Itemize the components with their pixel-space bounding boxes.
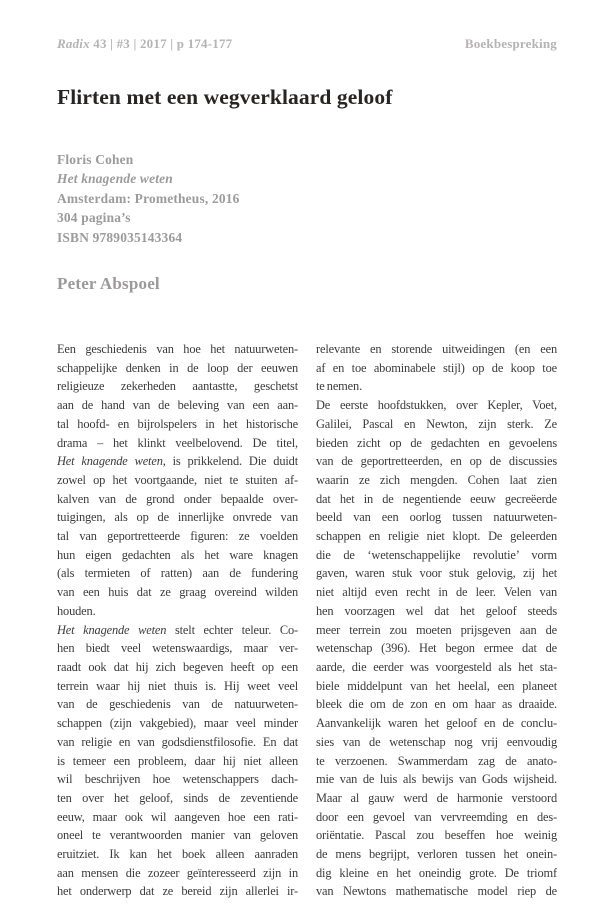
text-segment: wil beschrijven hoe wetenschappers dach- [57,772,298,787]
text-segment: biele middelpunt van het heelal, een planeet [316,678,557,693]
text-line [57,621,298,640]
book-publisher: Amsterdam: Prometheus, 2016 [57,190,240,206]
text-line [57,452,298,471]
text-segment: eruitziet. Ik kan het boek alleen aanraden [57,847,298,862]
text-segment: schappelijke denken in de loop der eeuwen [57,360,298,375]
text-segment: aan de hand van de beleving van een aan- [57,398,298,413]
journal-meta: 43 | #3 | 2017 | p 174-177 [89,36,233,51]
text-segment: Een geschiedenis van hoe het natuurweten- [57,342,298,357]
text-segment: drama – het klinkt veelbelovend. De titel, [57,435,298,450]
text-segment: zowel op het voortgaande, niet te stuiten af- [57,472,298,487]
text-segment: oneel te verantwoorden manier van geloven [57,828,298,843]
text-segment: De eerste hoofdstukken, over Kepler, Voet, [316,398,557,413]
text-line [316,789,557,808]
text-line [316,677,557,696]
text-segment: van religie en van godsdienstfilosofie. En dat [57,734,298,749]
running-head [57,36,557,51]
text-segment: religieuze zekerheden aantastte, geschetst [57,379,298,394]
text-segment: beeld van een oorlog tussen natuurweten- [316,510,557,525]
text-line [57,695,298,714]
text-line [316,564,557,583]
book-isbn: ISBN 9789035143364 [57,229,183,245]
text-line [316,714,557,733]
text-segment: bieden zicht op de gedachten en gevoelens [316,435,557,450]
text-segment: schappen en religie niet klopt. De geleerden [316,529,557,544]
text-line [316,508,557,527]
text-segment: dig kleine en het oneindig grote. De triomf [316,865,557,880]
text-segment: relevante en storende uitweidingen (en een [316,342,557,357]
text-segment: ten over het geloof, sinds de zeventiende [57,790,298,805]
text-segment: van de geportretteerden, en op de discussies [316,454,557,469]
text-segment: van Newtons mathematische model riep de [316,884,557,899]
text-segment: , is prikkelend. Die duidt [162,454,298,469]
text-line [316,434,557,453]
text-line [316,826,557,845]
text-line [316,359,557,378]
text-line [316,621,557,640]
text-line [57,583,298,602]
text-line [316,864,557,883]
text-line [57,602,298,621]
text-line [57,546,298,565]
text-segment: kalven van de grond onder bepaalde over- [57,491,298,506]
text-line [316,808,557,827]
text-line [316,583,557,602]
body-column-left [57,340,298,901]
text-segment: Galilei, Pascal en Newton, zijn sterk. Ze [316,416,557,431]
text-line [316,882,557,901]
text-line [57,396,298,415]
text-segment: bleek die om de zon en om haar as draaide. [316,697,557,712]
text-line [57,808,298,827]
text-segment: terrein waar hij niet thuis is. Hij weet veel [57,678,298,693]
text-segment: raadt ook dat hij zich begeven heeft op een [57,659,298,674]
text-line [57,508,298,527]
text-segment: van de geschiedenis van de natuurweten- [57,697,298,712]
text-line [57,864,298,883]
body-text [57,340,557,901]
text-line [57,882,298,901]
text-segment: meer terrein zou moeten prijsgeven aan de [316,622,557,637]
text-line [57,564,298,583]
text-segment: wetenschap (396). Het begon ermee dat de [316,641,557,656]
text-line [57,733,298,752]
inline-book-title: Het knagende weten [57,454,163,469]
text-line [316,415,557,434]
text-line [57,752,298,771]
text-segment: sies van de wetenschap nog vrij eenvoudig [316,734,557,749]
text-segment: die de ‘wetenschappelijke revolutie’ vorm [316,547,557,562]
text-line [316,490,557,509]
text-line [316,546,557,565]
text-line [57,845,298,864]
text-segment: te nemen. [316,379,363,394]
text-line [57,677,298,696]
text-segment: Maar al gauw werd de harmonie verstoord [316,790,557,805]
body-column-right [316,340,557,901]
text-segment: oriëntatie. Pascal zou beseffen hoe weinig [316,828,557,843]
text-segment: Aanvankelijk waren het geloof en de conclu- [316,716,557,731]
journal-name: Radix [57,36,90,51]
text-line [316,733,557,752]
text-line [57,377,298,396]
text-line [316,845,557,864]
text-segment: tuigingen, als op de innerlijke onvrede van [57,510,298,525]
text-segment: (als termieten of ratten) aan de fundering [57,566,298,581]
text-line [57,471,298,490]
text-line [57,658,298,677]
text-segment: tal van geportretteerde figuren: ze voelden [57,529,298,544]
book-pages: 304 pagina’s [57,210,131,226]
text-segment: dat het in de negentiende eeuw gecreëerde [316,491,557,506]
text-segment: tal hoofd- en bijrolspelers in het historische [57,416,298,431]
text-segment: eeuw, maar ook wil aangeven hoe een rati- [57,809,298,824]
text-line [316,340,557,359]
text-segment: schappen (zijn vakgebied), maar veel minder [57,716,298,731]
text-segment: af en toe abominabele stijl) op de koop toe [316,360,557,375]
text-line [57,826,298,845]
book-info-block [57,150,557,247]
text-line [57,434,298,453]
text-segment: hen biedt veel wetenswaardigs, maar ver- [57,641,298,656]
text-line [57,359,298,378]
book-author: Floris Cohen [57,152,134,167]
text-segment: van een huis dat ze graag overeind wilden [57,585,298,600]
text-segment: niet altijd even recht in de leer. Velen van [316,585,557,600]
text-line [316,396,557,415]
text-line [316,377,557,396]
text-line [316,602,557,621]
text-line [316,752,557,771]
text-segment: mie van de luis als bewijs van Gods wijsheid. [316,772,557,787]
text-segment: stelt echter teleur. Co- [166,622,298,637]
reviewer-name: Peter Abspoel [57,274,160,294]
book-title: Het knagende weten [57,171,173,187]
text-line [57,770,298,789]
article-title: Flirten met een wegverklaard geloof [57,85,393,109]
text-line [57,527,298,546]
text-line [57,714,298,733]
text-segment: waarin ze zich mengden. Cohen laat zien [316,472,557,487]
text-segment: is temeer een probleem, daar hij niet alleen [57,753,298,768]
text-segment: het onderwerp dat ze bereid zijn allerlei ir- [57,884,298,899]
text-line [57,490,298,509]
text-segment: de mens begrijpt, verloren tussen het onein- [316,847,557,862]
text-line [316,452,557,471]
text-line [316,471,557,490]
text-line [316,770,557,789]
text-segment: hen voorzagen wel dat het geloof steeds [316,603,557,618]
text-line [57,340,298,359]
section-label: Boekbespreking [464,36,557,51]
text-line [57,415,298,434]
text-line [316,695,557,714]
text-line [316,658,557,677]
text-segment: hun eigen gedachten als het ware knagen [57,547,298,562]
text-segment: te verzoenen. Swammerdam zag de anato- [316,753,557,768]
text-line [316,639,557,658]
text-line [316,527,557,546]
text-line [57,639,298,658]
journal-citation [57,36,232,51]
text-segment: houden. [57,603,96,618]
inline-book-title: Het knagende weten [57,622,167,637]
text-segment: aarde, die eerder was voorgesteld als het sta- [316,659,557,674]
text-segment: gaven, waren stuk voor stuk gelovig, zij het [316,566,557,581]
text-segment: aan mensen die zozeer geïnteresseerd zijn in [57,865,298,880]
text-segment: door een gevoel van vervreemding en des- [316,809,557,824]
text-line [57,789,298,808]
